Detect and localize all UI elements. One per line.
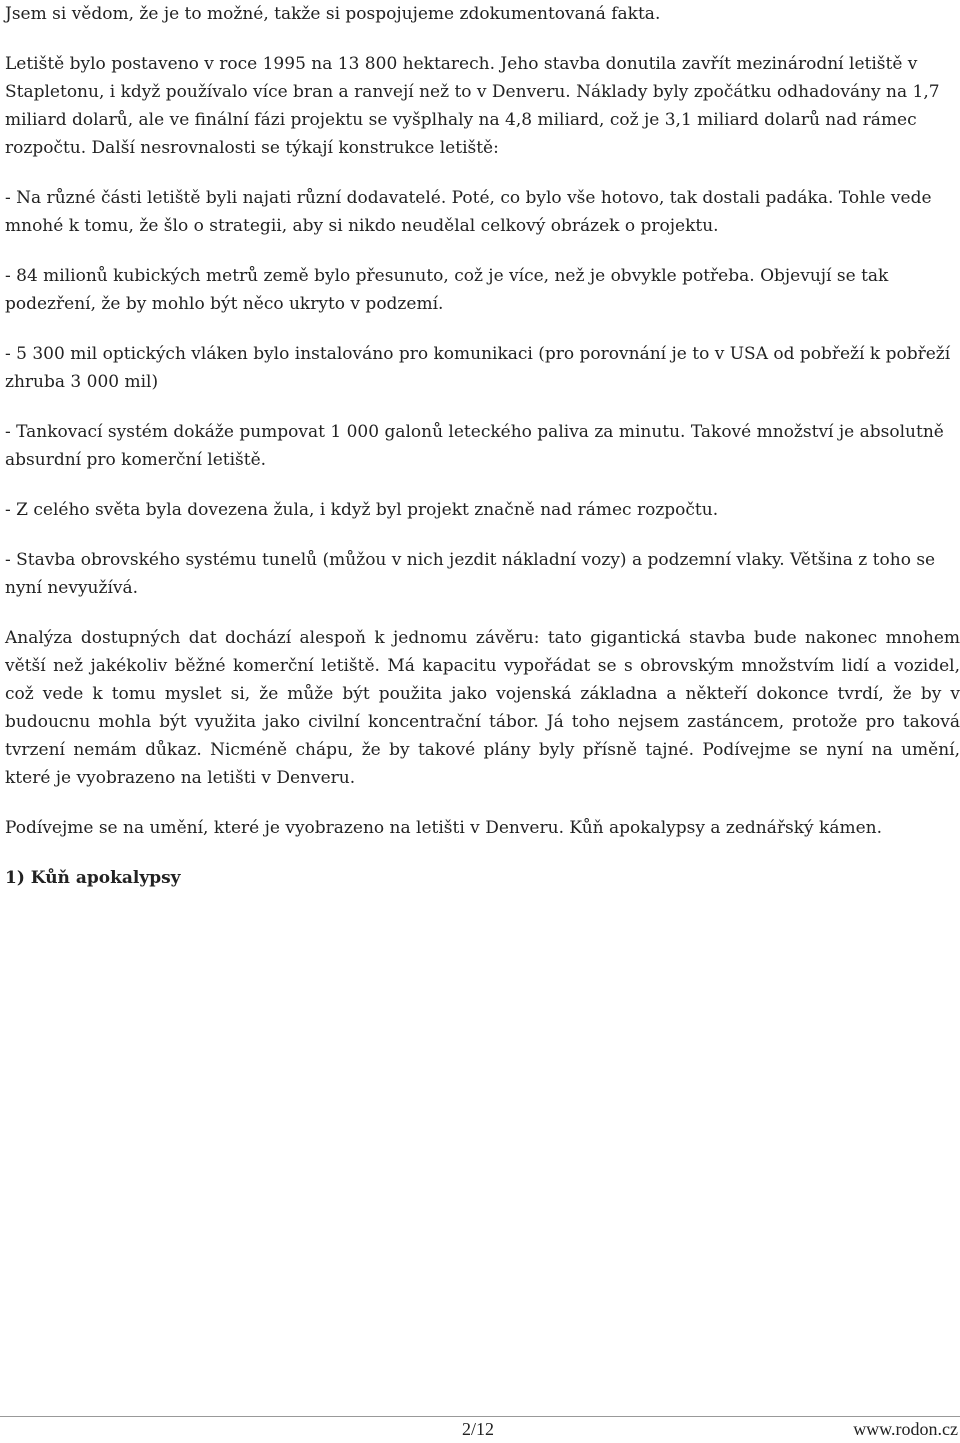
- section-heading: 1) Kůň apokalypsy: [5, 868, 181, 888]
- list-item-tunnels: - Stavba obrovského systému tunelů (můžou v nich jezdit nákladní vozy) a podzemní vlaky. Většina z toho se nyní nevyužívá.: [5, 550, 936, 598]
- paragraph-art-intro: Podívejme se na umění, které je vyobrazeno na letišti v Denveru. Kůň apokalypsy a zednářský kámen.: [5, 818, 883, 838]
- paragraph-intro: Jsem si vědom, že je to možné, takže si pospojujeme zdokumentovaná fakta.: [5, 4, 661, 24]
- site-url: www.rodon.cz: [853, 1419, 958, 1439]
- page-number: 2/12: [462, 1419, 495, 1439]
- list-item-contractors: - Na různé části letiště byli najati různí dodavatelé. Poté, co bylo vše hotovo, tak dostali padáka. Tohle vede mnohé k tomu, že šlo o strategii, aby si nikdo neudělal celkový obrázek o projektu.: [5, 188, 932, 236]
- list-item-optical-fiber: - 5 300 mil optických vláken bylo instalováno pro komunikaci (pro porovnání je to v USA od pobřeží k pobřeží zhruba 3 000 mil): [5, 344, 951, 392]
- list-item-granite: - Z celého světa byla dovezena žula, i když byl projekt značně nad rámec rozpočtu.: [5, 500, 719, 520]
- paragraph-analysis: Analýza dostupných dat dochází alespoň k jednomu závěru: tato gigantická stavba bude nakonec mnohem větší než jakékoliv běžné komerční letiště. Má kapacitu vypořádat se s obrovským množstvím lidí a vozidel, což vede k tomu myslet si, že může být použita jako vojenská základna a někteří dokonce tvrdí, že by v budoucnu mohla být využita jako civilní koncentrační tábor. Já toho nejsem zastáncem, protože pro taková tvrzení nemám důkaz. Nicméně chápu, že by takové plány byly přísně tajné. Podívejme se nyní na umění, které je vyobrazeno na letišti v Denveru.: [5, 628, 960, 788]
- list-item-earth-moved: - 84 milionů kubických metrů země bylo přesunuto, což je více, než je obvykle potřeba. Objevují se tak podezření, že by mohlo být něco ukryto v podzemí.: [5, 266, 889, 314]
- list-item-fuel-system: - Tankovací systém dokáže pumpovat 1 000 galonů leteckého paliva za minutu. Takové množství je absolutně absurdní pro komerční letiště.: [5, 422, 944, 470]
- page-footer: [0, 1416, 960, 1443]
- document-body: [5, 0, 960, 892]
- paragraph-airport-facts: Letiště bylo postaveno v roce 1995 na 13 800 hektarech. Jeho stavba donutila zavřít mezinárodní letiště v Stapletonu, i když používalo více bran a ranvejí než to v Denveru. Náklady byly zpočátku odhadovány na 1,7 miliard dolarů, ale ve finální fázi projektu se vyšplhaly na 4,8 miliard, což je 3,1 miliard dolarů nad rámec rozpočtu. Další nesrovnalosti se týkají konstrukce letiště:: [5, 54, 940, 158]
